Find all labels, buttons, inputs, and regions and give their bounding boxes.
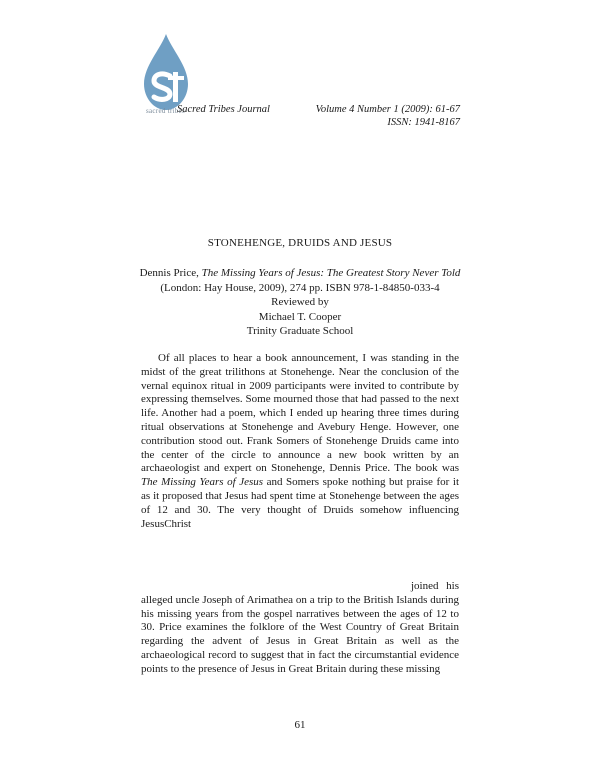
paragraph-text <box>141 352 459 531</box>
publication-info: (London: Hay House, 2009), 274 pp. ISBN 978-1-84850-033-4 <box>160 281 440 294</box>
journal-name: Sacred Tribes Journal <box>177 104 270 115</box>
logo-caption: sacred tribes <box>146 107 186 115</box>
paragraph-text <box>141 580 459 677</box>
book-title-inline: The Missing Years of Jesus <box>141 476 264 489</box>
reviewed-by-label: Reviewed by <box>271 296 329 308</box>
book-title: The Missing Years of Jesus: The Greatest Story Never Told <box>201 267 461 279</box>
page-number: 61 <box>294 719 306 731</box>
book-line <box>0 266 600 281</box>
sacred-tribes-logo-icon <box>140 32 192 112</box>
paragraph-text-b: and Somers spoke nothing but praise for it as it proposed that Jesus had spent time at Stonehenge between the ages of 12 and 30. The very thought of Druids somehow influencing JesusChrist <box>141 476 459 530</box>
book-author: Dennis Price, <box>139 267 199 279</box>
issn: ISSN: 1941-8167 <box>387 117 460 128</box>
body-paragraph-2 <box>141 580 459 677</box>
paragraph-text-c: joined his alleged uncle Joseph of Arimathea on a trip to the British Islands during his missing years from the gospel narratives between the ages of 12 to 30. Price examines the folklore of the West Country of Great Britain regarding the advent of Jesus in Great Britain as well as the archaeological record to suggest that in fact the circumstantial evidence points to the presence of Jesus in Great Britain during these missing <box>141 580 459 675</box>
body-paragraph-1 <box>141 352 459 531</box>
reviewer-institution: Trinity Graduate School <box>246 325 354 337</box>
paragraph-text-a: Of all places to hear a book announcement, I was standing in the midst of the great trilithons at Stonehenge. Near the conclusion of the vernal equinox ritual in 2009 participants were invited to contribute by expressing themselves. Some mourned those that had passed to the next life. Another had a poem, which I ended up hearing three times during ritual observations at Stonehenge and Avebury Henge. However, one contribution stood out. Frank Somers of Stonehenge Druids came into the center of the circle to announce a new book written by an archaeologist and expert on Stonehenge, Dennis Price. The book was <box>141 352 459 475</box>
article-title: STONEHENGE, DRUIDS AND JESUS <box>207 237 393 249</box>
volume-info: Volume 4 Number 1 (2009): 61-67 <box>315 104 460 115</box>
reviewer-name: Michael T. Cooper <box>258 310 342 323</box>
book-reference <box>0 266 600 339</box>
